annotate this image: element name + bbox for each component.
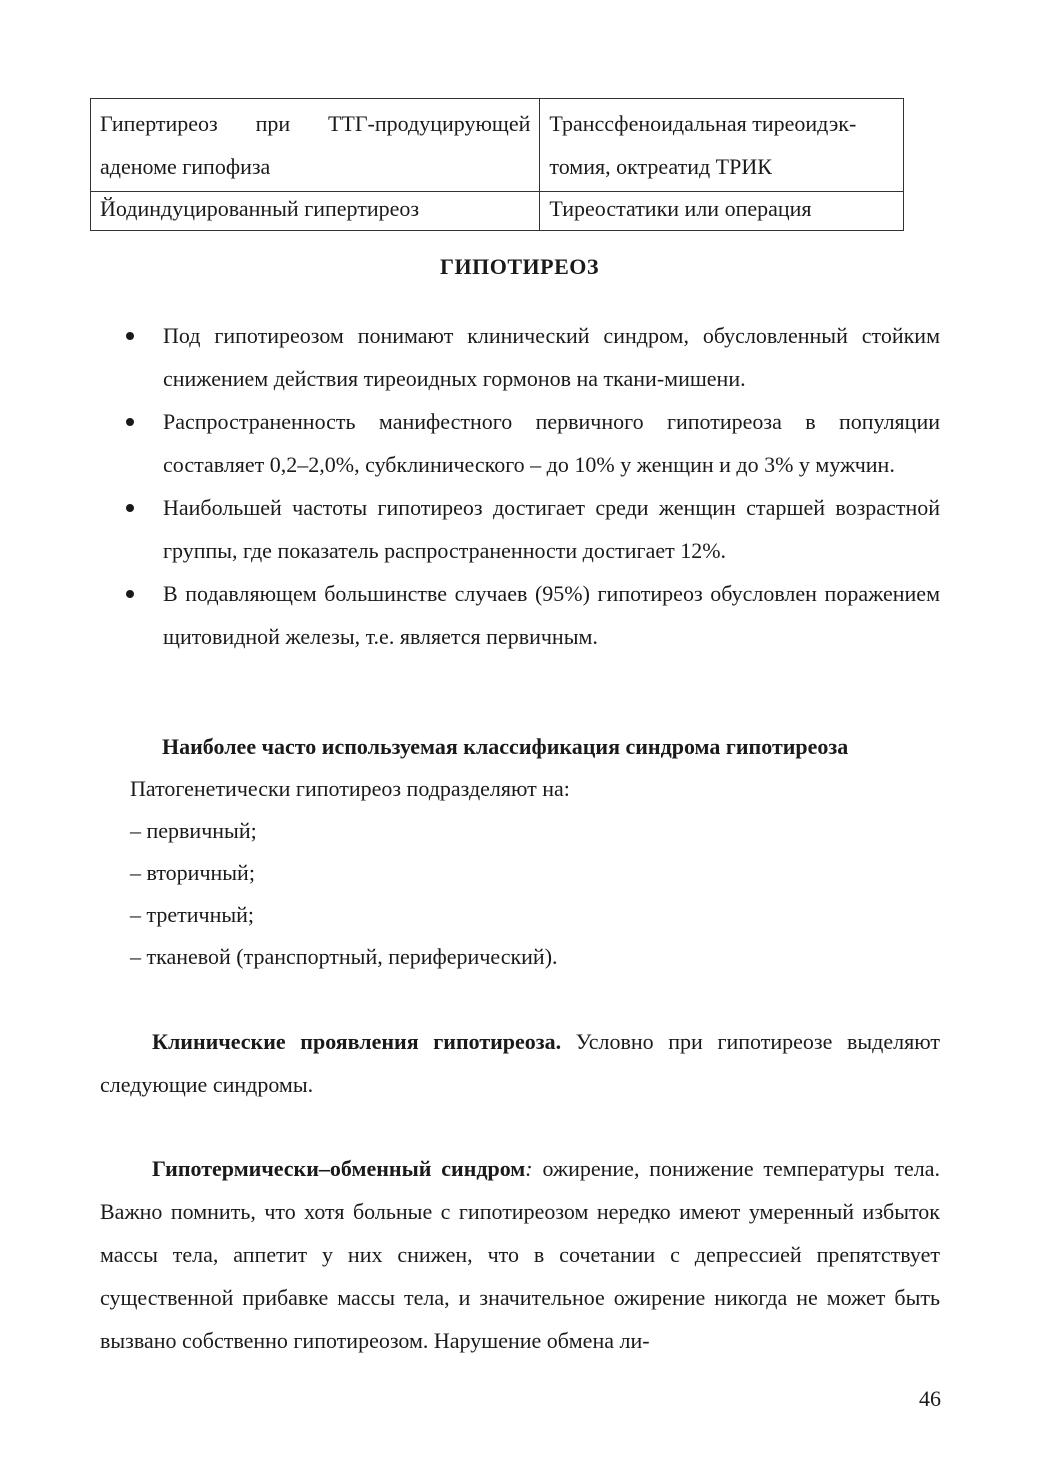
bullet-list	[126, 314, 940, 658]
page-number: 46	[919, 1386, 941, 1411]
classification-title: Наиболее часто используемая классификация синдрома гипотиреоза	[162, 734, 849, 759]
list-item	[126, 314, 940, 400]
clinical-lead: Клинические проявления гипотиреоза.	[152, 1029, 562, 1054]
list-item-text: Распространенность манифестного первичного гипотиреоза в популяции составляет 0,2–2,0%, субклинического – до 10% у женщин и до 3% у мужчин.	[163, 409, 940, 477]
classification-item: – третичный;	[130, 902, 255, 927]
classification-item: – тканевой (транспортный, периферический).	[130, 944, 558, 969]
syndrome-lead: Гипотермически–обменный синдром	[152, 1156, 526, 1181]
syndrome-colon: :	[525, 1156, 533, 1181]
clinical-paragraph	[100, 1020, 940, 1106]
syndrome-paragraph	[100, 1147, 940, 1362]
table-cell-treatment: Транссфеноидальная тиреоидэк-томия, октреатид ТРИК	[540, 99, 904, 192]
classification-intro: Патогенетически гипотиреоз подразделяют на:	[130, 776, 570, 801]
table-cell-condition: Гипертиреоз при ТТГ-продуцирующей аденоме гипофиза	[91, 99, 540, 192]
table-cell-treatment: Тиреостатики или операция	[540, 192, 904, 231]
table-row	[91, 192, 904, 231]
bullet-icon	[126, 504, 134, 512]
table-row	[91, 99, 904, 192]
classification-item: – первичный;	[130, 818, 257, 843]
bullet-icon	[126, 590, 134, 598]
treatment-table	[90, 98, 904, 231]
list-item	[126, 400, 940, 486]
table-cell-condition: Йодиндуцированный гипертиреоз	[91, 192, 540, 231]
bullet-icon	[126, 332, 134, 340]
list-item	[126, 486, 940, 572]
list-item-text: В подавляющем большинстве случаев (95%) гипотиреоз обусловлен поражением щитовидной железы, т.е. является первичным.	[163, 581, 940, 649]
section-title: ГИПОТИРЕОЗ	[440, 254, 599, 279]
clinical-text: Условно при гипотиреозе выделяют следующие синдромы.	[100, 1029, 940, 1097]
list-item-text: Под гипотиреозом понимают клинический синдром, обусловленный стойким снижением действия тиреоидных гормонов на ткани-мишени.	[163, 323, 940, 391]
classification-item: – вторичный;	[130, 860, 255, 885]
list-item	[126, 572, 940, 658]
list-item-text: Наибольшей частоты гипотиреоз достигает среди женщин старшей возрастной группы, где показатель распространенности достигает 12%.	[163, 495, 940, 563]
bullet-icon	[126, 418, 134, 426]
syndrome-text: ожирение, понижение температуры тела. Важно помнить, что хотя больные с гипотиреозом нередко имеют умеренный избыток массы тела, аппетит у них снижен, что в сочетании с депрессией препятствует существенной прибавке массы тела, и значительное ожирение никогда не может быть вызвано собственно гипотиреозом. Нарушение обмена ли-	[100, 1156, 940, 1353]
